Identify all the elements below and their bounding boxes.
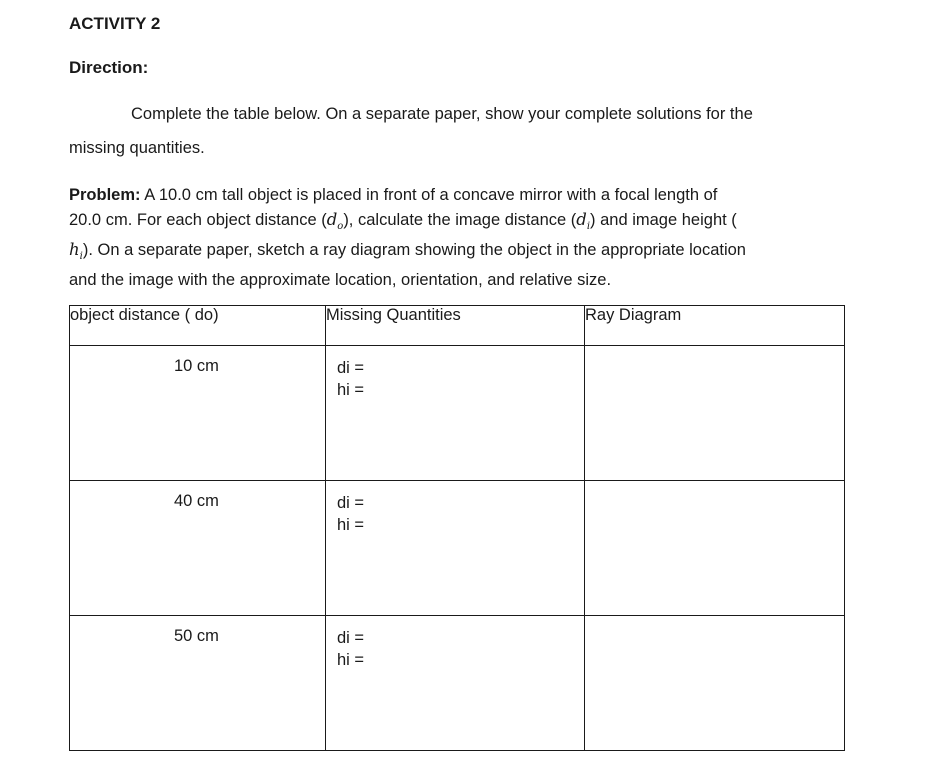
header-ray-diagram: Ray Diagram	[585, 306, 845, 346]
problem-line-3	[69, 240, 746, 260]
symbol-d-object: d	[326, 210, 338, 229]
missing-quantities-cell[interactable]	[326, 616, 585, 751]
object-distance-cell: 10 cm	[70, 346, 326, 481]
header-missing-quantities: Missing Quantities	[326, 306, 585, 346]
ray-diagram-cell[interactable]	[585, 481, 845, 616]
problem-text-2b: ), calculate the image distance (	[343, 211, 577, 229]
header-object-distance: object distance ( do)	[70, 306, 326, 346]
missing-quantities-cell[interactable]	[326, 481, 585, 616]
symbol-d-image: d	[576, 210, 587, 229]
subscript-o: o	[337, 221, 344, 232]
activity-heading: ACTIVITY 2	[69, 14, 161, 33]
di-field[interactable]: di =	[337, 629, 365, 647]
ray-diagram-cell[interactable]	[585, 346, 845, 481]
instruction-line-2: missing quantities.	[69, 139, 205, 157]
symbol-h-image: h	[69, 240, 80, 259]
missing-quantities-cell[interactable]	[326, 346, 585, 481]
table-row	[70, 616, 845, 751]
problem-text-3: ). On a separate paper, sketch a ray diagram showing the object in the appropriate location	[82, 241, 746, 259]
activity-table	[69, 305, 845, 751]
hi-field[interactable]: hi =	[337, 516, 365, 534]
problem-line-4: and the image with the approximate location, orientation, and relative size.	[69, 271, 612, 289]
di-field[interactable]: di =	[337, 359, 365, 377]
di-field[interactable]: di =	[337, 494, 365, 512]
hi-field[interactable]: hi =	[337, 651, 365, 669]
ray-diagram-cell[interactable]	[585, 616, 845, 751]
problem-text-1: A 10.0 cm tall object is placed in front of a concave mirror with a focal length of	[140, 186, 718, 204]
hi-field[interactable]: hi =	[337, 381, 365, 399]
problem-line-1	[69, 186, 717, 205]
table-row	[70, 481, 845, 616]
problem-text-2c: ) and image height (	[590, 211, 737, 229]
problem-line-2	[69, 210, 737, 230]
problem-label: Problem:	[69, 186, 141, 204]
table-header-row	[70, 306, 845, 346]
table-row	[70, 346, 845, 481]
problem-text-2a: 20.0 cm. For each object distance (	[69, 211, 327, 229]
object-distance-cell: 40 cm	[70, 481, 326, 616]
subscript-i-distance: i	[586, 221, 591, 232]
subscript-i-height: i	[79, 251, 83, 262]
direction-label: Direction:	[69, 58, 149, 77]
instruction-line-1: Complete the table below. On a separate paper, show your complete solutions for the	[131, 105, 753, 123]
object-distance-cell: 50 cm	[70, 616, 326, 751]
